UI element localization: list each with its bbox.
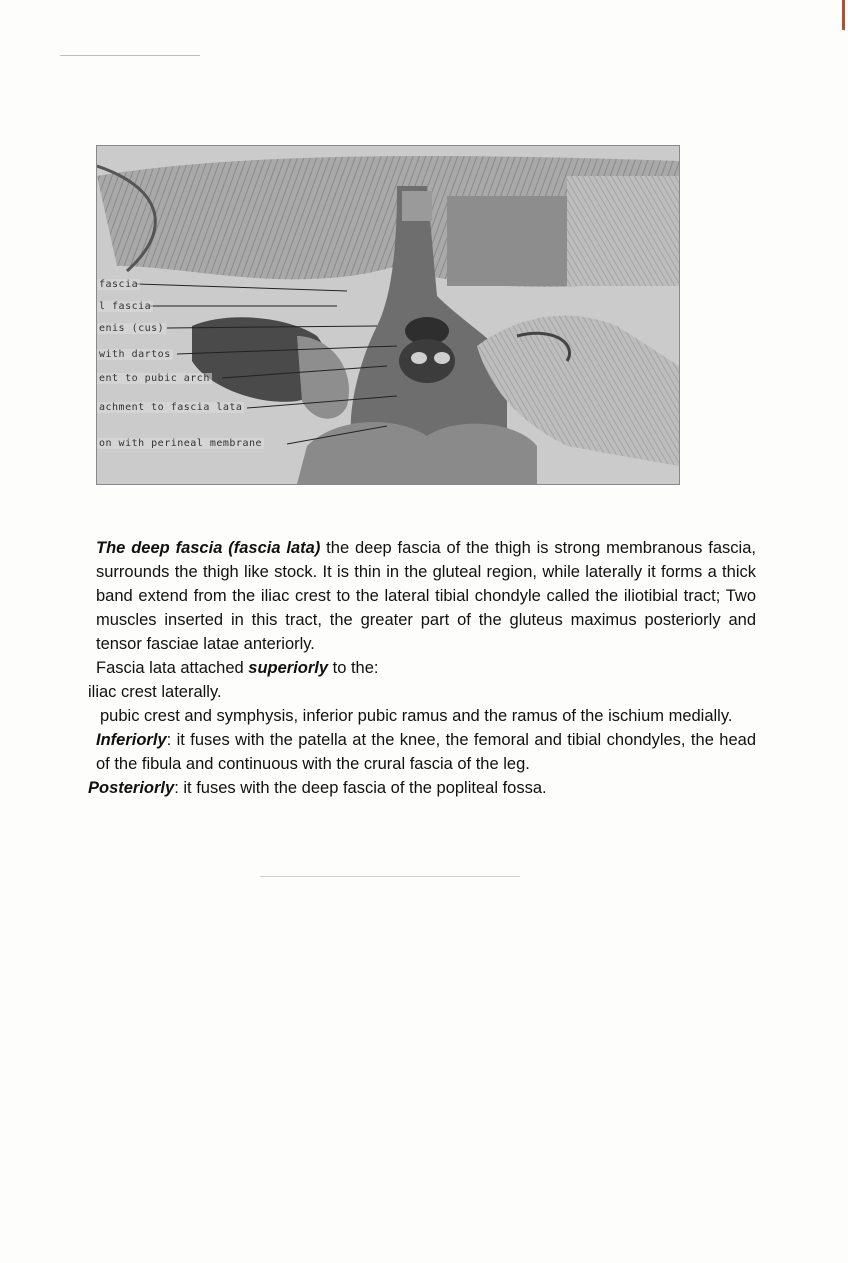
text-span: Fascia lata attached	[96, 659, 249, 677]
scan-edge-right	[842, 0, 845, 30]
scan-line-top	[60, 55, 200, 56]
figure-label: l fascia	[99, 301, 152, 312]
paragraph-posteriorly	[88, 776, 756, 800]
text-span: to the:	[328, 659, 379, 677]
paragraph-text: : it fuses with the deep fascia of the popliteal fossa.	[174, 779, 547, 797]
paragraph-text: : it fuses with the patella at the knee, the femoral and tibial chondyles, the head of the fibula and continuous with the crural fascia of the leg.	[96, 731, 756, 773]
figure-label: fascia	[99, 279, 139, 290]
paragraph-text: the deep fascia of the thigh is strong membranous fascia, surrounds the thigh like stock. It is thin in the gluteal region, while laterally it forms a thick band extend from the iliac crest to the lateral tibial chondyle called the iliotibial tract; Two muscles inserted in this tract, the greater part of the gluteus maximus posteriorly and tensor fasciae latae anteriorly.	[96, 539, 756, 653]
paragraph-inferiorly	[96, 728, 756, 776]
figure-label: on with perineal membrane	[99, 438, 263, 449]
paragraph-deep-fascia	[96, 536, 756, 656]
paragraph-iliac: iliac crest laterally.	[88, 683, 222, 701]
figure-label: with dartos	[99, 349, 171, 360]
figure-label: achment to fascia lata	[99, 402, 243, 413]
anatomy-figure	[96, 145, 680, 485]
emphasis-inferiorly: Inferiorly	[96, 731, 167, 749]
heading-deep-fascia: The deep fascia (fascia lata)	[96, 539, 321, 557]
paragraph-pubic: pubic crest and symphysis, inferior pubic ramus and the ramus of the ischium medially.	[100, 707, 733, 725]
body-text	[88, 536, 756, 800]
paragraph-attached	[96, 656, 756, 680]
fascia-lata-illustration	[97, 146, 679, 484]
figure-label: enis (cus)	[99, 323, 165, 334]
figure-label: ent to pubic arch	[99, 373, 210, 384]
scan-line-bottom	[260, 876, 520, 877]
emphasis-posteriorly: Posteriorly	[88, 779, 175, 797]
emphasis-superiorly: superiorly	[248, 659, 329, 677]
